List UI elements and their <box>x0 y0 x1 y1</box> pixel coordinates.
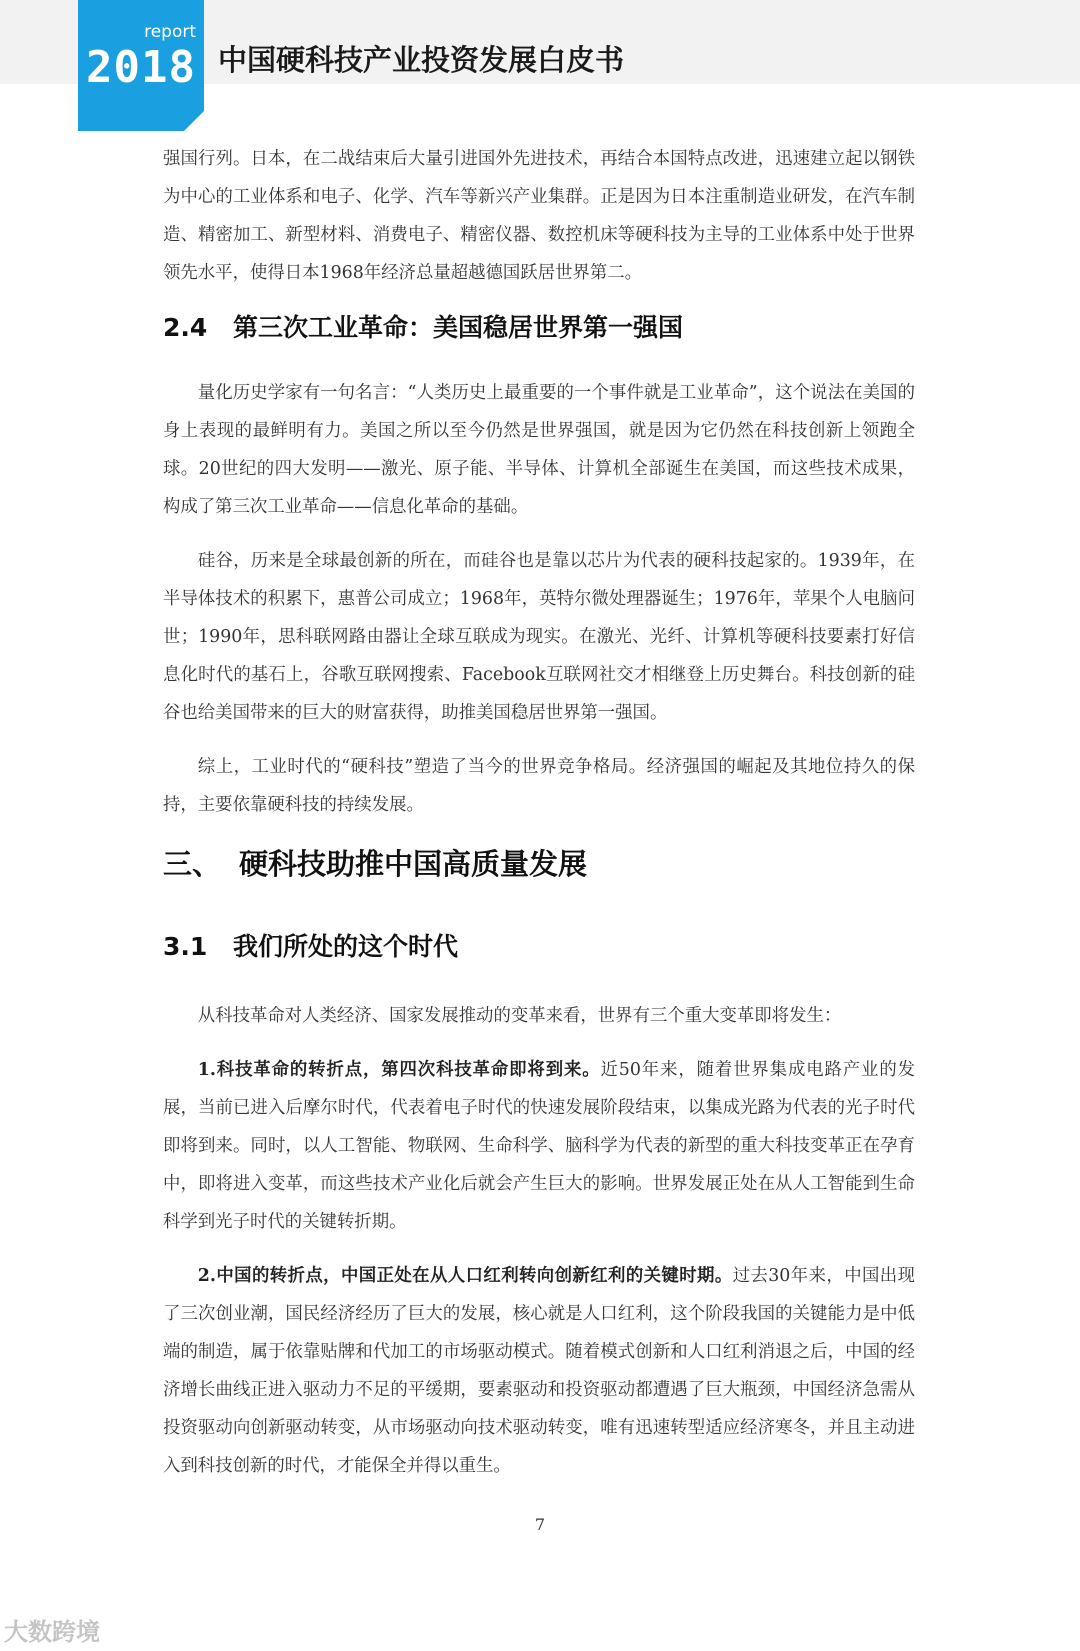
section-3-number: 三、 <box>163 847 222 881</box>
point-1-text: 近50年来，随着世界集成电路产业的发展，当前已进入后摩尔时代，代表着电子时代的快速发展阶段结束，以集成光路为代表的光子时代即将到来。同时，以人工智能、物联网、生命科学、脑科学为代表的新型的重大科技变革正在孕育中，即将进入变革，而这些技术产业化后就会产生巨大的影响。世界发展正处在从人工智能到生命科学到光子时代的关键转折期。 <box>163 1060 915 1232</box>
report-logo <box>78 0 204 131</box>
section-2-4-paragraph-1: 量化历史学家有一句名言：“人类历史上最重要的一个事件就是工业革命”，这个说法在美国的身上表现的最鲜明有力。美国之所以至今仍然是世界强国，就是因为它仍然在科技创新上领跑全球。20世纪的四大发明——激光、原子能、半导体、计算机全部诞生在美国，而这些技术成果，构成了第三次工业革命——信息化革命的基础。 <box>163 383 915 517</box>
section-2-4-heading <box>163 308 915 344</box>
watermark: 大数跨境 <box>4 1618 100 1646</box>
section-3-heading <box>163 842 915 883</box>
point-2-lead: 2.中国的转折点，中国正处在从人口红利转向创新红利的关键时期。 <box>197 1266 733 1286</box>
section-3-1-heading <box>163 927 915 963</box>
logo-year-text: 2018 <box>86 42 196 93</box>
section-3-title: 硬科技助推中国高质量发展 <box>239 847 588 881</box>
page-number: 7 <box>534 1515 546 1534</box>
logo-report-text: report <box>144 22 196 42</box>
section-2-4-paragraph-3: 综上，工业时代的“硬科技”塑造了当今的世界竞争格局。经济强国的崛起及其地位持久的保持，主要依靠硬科技的持续发展。 <box>163 757 915 815</box>
point-2-paragraph <box>163 1257 915 1485</box>
section-3-1-intro: 从科技革命对人类经济、国家发展推动的变革来看，世界有三个重大变革即将发生： <box>197 1006 842 1026</box>
section-2-4-number: 2.4 <box>163 313 208 342</box>
section-3-1-title: 我们所处的这个时代 <box>233 932 459 961</box>
point-1-paragraph <box>163 1051 915 1241</box>
point-2-text: 过去30年来，中国出现了三次创业潮，国民经济经历了巨大的发展，核心就是人口红利，这个阶段我国的关键能力是中低端的制造，属于依靠贴牌和代加工的市场驱动模式。随着模式创新和人口红利消退之后，中国的经济增长曲线正进入驱动力不足的平缓期，要素驱动和投资驱动都遭遇了巨大瓶颈，中国经济急需从投资驱动向创新驱动转变，从市场驱动向技术驱动转变，唯有迅速转型适应经济寒冬，并且主动进入到科技创新的时代，才能保全并得以重生。 <box>163 1266 915 1476</box>
section-2-4-title: 第三次工业革命：美国稳居世界第一强国 <box>233 313 684 342</box>
logo-fold-corner <box>184 111 204 131</box>
section-2-4-paragraph-2: 硅谷，历来是全球最创新的所在，而硅谷也是靠以芯片为代表的硬科技起家的。1939年，在半导体技术的积累下，惠普公司成立；1968年，英特尔微处理器诞生；1976年，苹果个人电脑问世；1990年，思科联网路由器让全球互联成为现实。在激光、光纤、计算机等硬科技要素打好信息化时代的基石上，谷歌互联网搜索、Facebook互联网社交才相继登上历史舞台。科技创新的硅谷也给美国带来的巨大的财富获得，助推美国稳居世界第一强国。 <box>163 551 915 723</box>
document-title: 中国硬科技产业投资发展白皮书 <box>218 43 625 77</box>
section-3-1-number: 3.1 <box>163 932 208 961</box>
point-1-lead: 1.科技革命的转折点，第四次科技革命即将到来。 <box>197 1060 601 1080</box>
intro-paragraph: 强国行列。日本，在二战结束后大量引进国外先进技术，再结合本国特点改进，迅速建立起以钢铁为中心的工业体系和电子、化学、汽车等新兴产业集群。正是因为日本注重制造业研发，在汽车制造、精密加工、新型材料、消费电子、精密仪器、数控机床等硬科技为主导的工业体系中处于世界领先水平，使得日本1968年经济总量超越德国跃居世界第二。 <box>163 149 915 283</box>
page-content <box>163 140 915 1501</box>
